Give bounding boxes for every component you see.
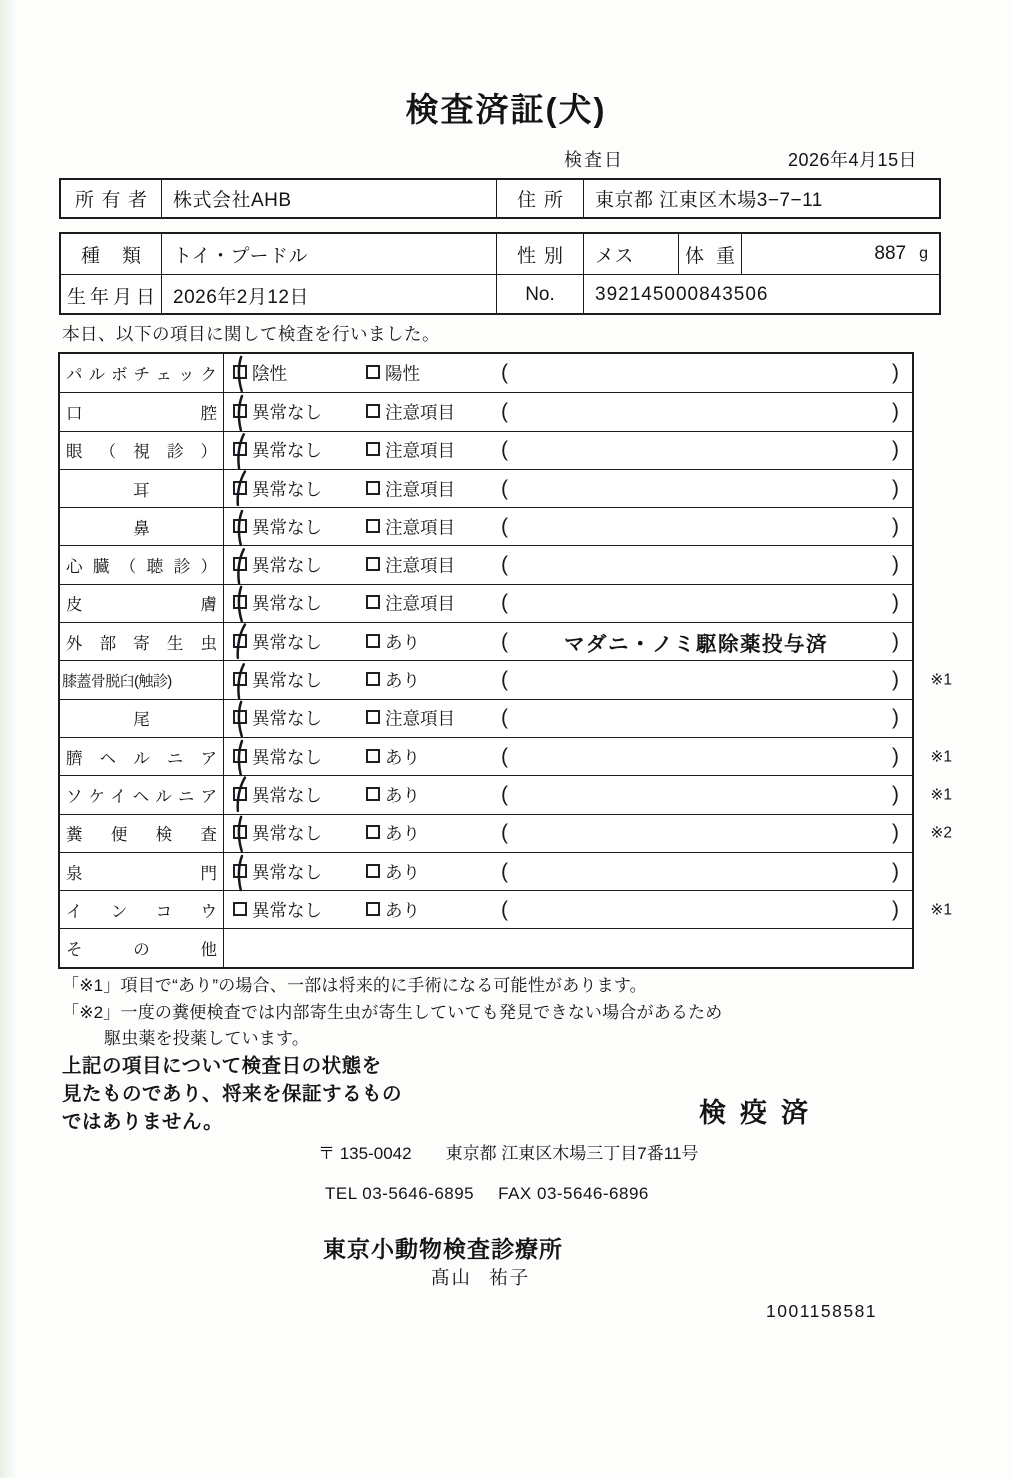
exam-item-result xyxy=(224,432,912,469)
result-option-1: 異常なし xyxy=(252,479,322,500)
exam-row xyxy=(60,852,912,890)
exam-item-label: 心臓（聴診） xyxy=(60,546,224,583)
paren-open: ( xyxy=(501,438,508,462)
exam-item-result xyxy=(224,853,912,890)
result-option-2: あり xyxy=(385,900,420,921)
result-checkbox-2 xyxy=(366,404,380,418)
exam-item-result xyxy=(224,738,952,775)
handwritten-check-icon xyxy=(231,661,249,700)
exam-item-label: 尾 xyxy=(60,700,224,737)
paren-open: ( xyxy=(501,591,508,615)
postal-code: 〒 135-0042 xyxy=(318,1144,412,1163)
footnote-2-line1: 「※2」一度の糞便検査では内部寄生虫が寄生していても発見できない場合があるため xyxy=(62,1003,723,1022)
result-checkbox-1 xyxy=(233,481,247,495)
result-checkbox-1 xyxy=(233,710,247,724)
paren-open: ( xyxy=(501,668,508,692)
page-title: 検査済証(犬) xyxy=(405,91,607,128)
paren-open: ( xyxy=(501,821,508,845)
result-option-1: 異常なし xyxy=(252,632,322,653)
veterinarian-name: 髙山 祐子 xyxy=(431,1267,531,1288)
result-option-2: 注意項目 xyxy=(385,517,455,538)
result-checkbox-2 xyxy=(366,634,380,648)
paren-open: ( xyxy=(501,361,508,385)
result-option-2: 注意項目 xyxy=(385,402,455,423)
result-checkbox-2 xyxy=(366,864,380,878)
result-option-1: 異常なし xyxy=(252,517,322,538)
result-option-2: あり xyxy=(385,747,420,768)
address-value: 東京都 江東区木場3−7−11 xyxy=(583,180,939,217)
result-checkbox-1 xyxy=(233,902,247,916)
exam-row xyxy=(60,354,912,392)
reference-mark: ※1 xyxy=(930,786,952,804)
intro-text: 本日、以下の項目に関して検査を行いました。 xyxy=(62,324,440,344)
result-option-1: 異常なし xyxy=(252,747,322,768)
quarantine-stamp: 検疫済 xyxy=(699,1098,822,1128)
scan-edge-shadow xyxy=(0,0,16,1478)
paren-close: ) xyxy=(892,821,899,845)
disclaimer-text: 上記の項目について検査日の状態を 見たものであり、将来を保証するもの ではありません。 xyxy=(62,1055,403,1133)
handwritten-check-icon xyxy=(230,621,250,661)
paren-close: ) xyxy=(892,514,899,538)
exam-item-result xyxy=(224,354,912,392)
clinic-fax: FAX 03-5646-6896 xyxy=(498,1184,649,1203)
exam-item-label: その他 xyxy=(60,929,224,966)
paren-open: ( xyxy=(501,706,508,730)
paren-close: ) xyxy=(892,361,899,385)
result-checkbox-1 xyxy=(233,404,247,418)
exam-item-label: 糞便検査 xyxy=(60,815,224,852)
reference-mark: ※1 xyxy=(930,748,952,766)
result-checkbox-2 xyxy=(366,825,380,839)
result-option-1: 異常なし xyxy=(252,440,322,461)
paren-close: ) xyxy=(892,744,899,768)
paren-close: ) xyxy=(892,553,899,577)
exam-item-label: 耳 xyxy=(60,470,224,507)
paren-close: ) xyxy=(892,399,899,423)
paren-open: ( xyxy=(501,629,508,653)
exam-item-result xyxy=(224,470,912,507)
exam-item-result xyxy=(224,815,952,852)
exam-row xyxy=(60,622,912,660)
reference-mark: ※1 xyxy=(930,671,952,689)
exam-item-result xyxy=(224,585,912,622)
inspection-date-value: 2026年4月15日 xyxy=(788,150,918,170)
exam-row xyxy=(60,890,952,928)
paren-open: ( xyxy=(501,476,508,500)
reference-mark: ※1 xyxy=(930,901,952,919)
clinic-postal-address xyxy=(318,1139,698,1164)
result-option-1: 異常なし xyxy=(252,555,322,576)
result-option-1: 異常なし xyxy=(252,670,322,691)
weight-value: 887 g xyxy=(741,234,939,274)
handwritten-check-icon xyxy=(233,854,247,892)
result-checkbox-1 xyxy=(233,442,247,456)
handwritten-check-icon xyxy=(230,774,250,814)
exam-item-result xyxy=(224,891,952,928)
result-checkbox-1 xyxy=(233,672,247,686)
result-option-2: 注意項目 xyxy=(385,593,455,614)
result-checkbox-1 xyxy=(233,787,247,801)
exam-row xyxy=(60,545,912,583)
result-checkbox-2 xyxy=(366,710,380,724)
handwritten-check-icon xyxy=(231,546,249,585)
paren-close: ) xyxy=(892,591,899,615)
result-checkbox-2 xyxy=(366,749,380,763)
result-option-1: 異常なし xyxy=(252,785,322,806)
no-label: No. xyxy=(496,275,583,315)
owner-table xyxy=(59,178,941,219)
result-checkbox-2 xyxy=(366,787,380,801)
exam-row xyxy=(60,775,952,813)
handwritten-check-icon xyxy=(233,739,247,777)
paren-open: ( xyxy=(501,897,508,921)
weight-unit: g xyxy=(919,245,928,262)
handwritten-check-icon xyxy=(233,509,247,547)
clinic-contact xyxy=(325,1184,649,1204)
exam-item-result xyxy=(224,393,912,430)
exam-item-label: パルボチェック xyxy=(60,354,224,392)
exam-item-label: 臍ヘルニア xyxy=(60,738,224,775)
handwritten-check-icon xyxy=(233,394,247,432)
birth-label: 生年月日 xyxy=(67,286,155,308)
owner-value: 株式会社AHB xyxy=(161,180,496,217)
clinic-address: 東京都 江東区木場三丁目7番11号 xyxy=(445,1144,699,1163)
result-checkbox-2 xyxy=(366,557,380,571)
exam-item-result xyxy=(224,776,952,813)
exam-item-result xyxy=(224,546,912,583)
exam-item-result xyxy=(224,661,952,698)
exam-item-label: 外部寄生虫 xyxy=(60,623,224,660)
result-checkbox-1 xyxy=(233,634,247,648)
paren-close: ) xyxy=(892,782,899,806)
result-option-2: あり xyxy=(385,632,420,653)
exam-item-result xyxy=(224,623,912,660)
exam-row xyxy=(60,431,912,469)
sex-label: 性別 xyxy=(496,234,583,274)
result-option-2: 陽性 xyxy=(385,363,420,384)
result-option-1: 異常なし xyxy=(252,593,322,614)
result-checkbox-1 xyxy=(233,749,247,763)
paren-close: ) xyxy=(892,476,899,500)
result-checkbox-1 xyxy=(233,519,247,533)
result-remark: マダニ・ノミ駆除薬投与済 xyxy=(564,632,828,656)
result-checkbox-1 xyxy=(233,595,247,609)
breed-value: トイ・プードル xyxy=(161,234,496,274)
exam-item-result xyxy=(224,508,912,545)
address-label: 住所 xyxy=(496,180,583,217)
result-option-1: 異常なし xyxy=(252,823,322,844)
exam-item-label: 鼻 xyxy=(60,508,224,545)
exam-item-label: 眼（視診） xyxy=(60,432,224,469)
exam-item-label: 泉門 xyxy=(60,853,224,890)
clinic-name: 東京小動物検査診療所 xyxy=(323,1236,563,1262)
result-checkbox-2 xyxy=(366,519,380,533)
paren-close: ) xyxy=(892,706,899,730)
result-option-2: 注意項目 xyxy=(385,440,455,461)
paren-open: ( xyxy=(501,744,508,768)
result-option-1: 異常なし xyxy=(252,708,322,729)
exam-row xyxy=(60,737,952,775)
exam-row xyxy=(60,469,912,507)
result-checkbox-2 xyxy=(366,672,380,686)
exam-row xyxy=(60,814,952,852)
result-checkbox-2 xyxy=(366,902,380,916)
sex-value: メス xyxy=(583,234,678,274)
pet-table xyxy=(59,232,941,315)
no-value: 392145000843506 xyxy=(583,275,939,315)
result-checkbox-1 xyxy=(233,864,247,878)
clinic-tel: TEL 03-5646-6895 xyxy=(325,1184,475,1203)
result-option-2: あり xyxy=(385,785,420,806)
exam-item-result xyxy=(224,700,912,737)
result-option-2: 注意項目 xyxy=(385,479,455,500)
exam-item-label: インコウ xyxy=(60,891,224,928)
exam-item-result xyxy=(224,929,912,966)
reference-mark: ※2 xyxy=(930,824,952,842)
handwritten-check-icon xyxy=(232,585,248,624)
exam-row xyxy=(60,660,952,698)
result-option-2: あり xyxy=(385,823,420,844)
paren-open: ( xyxy=(501,399,508,423)
paren-open: ( xyxy=(501,514,508,538)
exam-item-label: 口腔 xyxy=(60,393,224,430)
exam-item-label: 膝蓋骨脱臼(触診) xyxy=(60,661,224,698)
exam-table xyxy=(58,352,952,969)
paren-close: ) xyxy=(892,668,899,692)
handwritten-check-icon xyxy=(232,355,248,394)
footnote-2-line2: 駆虫薬を投薬しています。 xyxy=(104,1029,310,1048)
result-checkbox-1 xyxy=(233,557,247,571)
result-option-1: 異常なし xyxy=(252,402,322,423)
exam-row xyxy=(60,392,912,430)
handwritten-check-icon xyxy=(231,432,249,471)
inspection-date-label: 検査日 xyxy=(564,150,624,170)
handwritten-check-icon xyxy=(230,468,250,508)
result-option-2: あり xyxy=(385,862,420,882)
paren-open: ( xyxy=(501,859,508,883)
result-option-1: 異常なし xyxy=(252,862,322,882)
result-checkbox-2 xyxy=(366,365,380,379)
paren-close: ) xyxy=(892,438,899,462)
exam-item-label: ソケイヘルニア xyxy=(60,776,224,813)
result-checkbox-1 xyxy=(233,365,247,379)
result-option-1: 陰性 xyxy=(252,363,287,384)
owner-label: 所有者 xyxy=(75,190,147,211)
result-option-1: 異常なし xyxy=(252,900,322,921)
weight-label: 体重 xyxy=(678,234,741,274)
result-option-2: 注意項目 xyxy=(385,708,455,729)
result-checkbox-2 xyxy=(366,595,380,609)
handwritten-check-icon xyxy=(232,815,248,854)
paren-close: ) xyxy=(892,629,899,653)
birth-value: 2026年2月12日 xyxy=(161,275,496,315)
breed-label: 種類 xyxy=(81,245,141,267)
result-checkbox-2 xyxy=(366,442,380,456)
paren-close: ) xyxy=(892,859,899,883)
exam-row xyxy=(60,584,912,622)
paren-close: ) xyxy=(892,897,899,921)
result-option-2: あり xyxy=(385,670,420,691)
paren-open: ( xyxy=(501,553,508,577)
result-option-2: 注意項目 xyxy=(385,555,455,576)
handwritten-check-icon xyxy=(232,700,248,739)
exam-row xyxy=(60,507,912,545)
result-checkbox-1 xyxy=(233,825,247,839)
exam-row xyxy=(60,699,912,737)
result-checkbox-2 xyxy=(366,481,380,495)
document-number: 1001158581 xyxy=(766,1301,878,1321)
paren-open: ( xyxy=(501,782,508,806)
exam-item-label: 皮膚 xyxy=(60,585,224,622)
footnote-1: 「※1」項目で“あり”の場合、一部は将来的に手術になる可能性があります。 xyxy=(62,976,647,995)
exam-row xyxy=(60,928,912,966)
